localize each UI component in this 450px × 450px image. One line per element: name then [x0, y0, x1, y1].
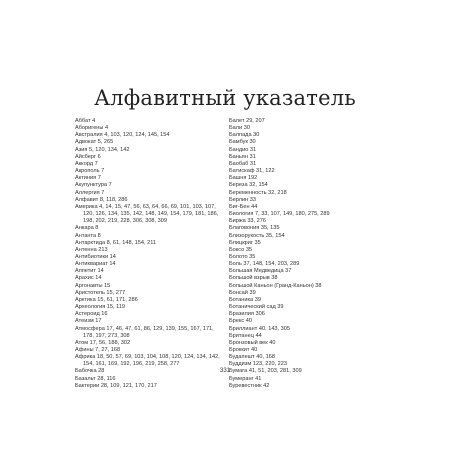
index-entry: Акрополь 7 — [75, 168, 105, 175]
index-entry: Адвокат 5, 265 — [75, 139, 114, 146]
index-entry: Антиквариат 14 — [75, 261, 116, 268]
index-entry: Буревестник 42 — [229, 382, 270, 389]
index-entry: Аппетит 14 — [75, 268, 104, 275]
index-entry: Британец 44 — [229, 332, 262, 339]
index-entry: Башня 192 — [229, 175, 258, 182]
index-entry: Брекс 40 — [229, 318, 252, 325]
index-entry: Бабочка 28 — [75, 368, 105, 375]
index-entry: Благовония 35, 135 — [229, 225, 280, 232]
index-entry: Бали 30 — [229, 125, 250, 132]
index-entry: Азия 5, 120, 134, 142 — [75, 146, 130, 153]
index-entry: Берлин 33 — [229, 196, 256, 203]
index-entry: Бумеранг 41 — [229, 375, 262, 382]
index-entry: Атом 17, 56, 188, 302 — [75, 339, 131, 346]
index-entry: Большой взрыв 38 — [229, 275, 278, 282]
index-entry: Большой Каньон (Гранд-Каньон) 38 — [229, 282, 322, 289]
index-entry: Биология 7, 33, 107, 149, 180, 275, 289 — [229, 211, 330, 218]
index-entry: Бронзовый век 40 — [229, 339, 276, 346]
index-entry: Астероид 16 — [75, 311, 108, 318]
index-entry: Антенна 213 — [75, 246, 108, 253]
index-entry: Болото 35 — [229, 253, 256, 260]
index-entry: Аллергия 7 — [75, 189, 105, 196]
index-entry: Бактерии 28, 109, 121, 170, 217 — [75, 382, 157, 389]
index-entry: Береза 32, 154 — [229, 182, 268, 189]
index-column-left — [75, 118, 225, 390]
index-entry: Аккорд 7 — [75, 160, 98, 167]
index-entry: Афины 7, 27, 168 — [75, 347, 121, 353]
index-entry: Арктика 15, 61, 171, 286 — [75, 296, 138, 303]
index-entry: Батискаф 31, 122 — [229, 168, 275, 175]
index-entry: Бонсай 39 — [229, 289, 256, 296]
index-entry: Бамбук 30 — [229, 139, 256, 146]
index-entry: Актиния 7 — [75, 175, 101, 182]
index-entry: Большая Медведица 37 — [229, 268, 292, 275]
index-entry: Аббат 4 — [75, 118, 96, 124]
index-entry: Аборигены 4 — [75, 125, 109, 132]
index-entry: Ботаника 39 — [229, 296, 261, 303]
index-entry: Антарктида 8, 61, 148, 154, 211 — [75, 239, 157, 246]
index-entry: Анкара 8 — [75, 225, 99, 232]
index-entry: Беременность 32, 218 — [229, 189, 287, 196]
index-entry: Боль 37, 148, 154, 203, 289 — [229, 261, 300, 268]
index-entry: Баньян 31 — [229, 153, 256, 160]
index-entry: Арахис 14 — [75, 275, 102, 282]
index-entry: Археология 15, 119 — [75, 304, 126, 311]
index-entry: Атмосфера 17, 46, 47, 61, 86, 129, 139, 155, 167, 171, 178, 197, 273, 308 — [75, 325, 214, 339]
index-entry: Бриллиант 40, 143, 305 — [229, 325, 290, 332]
index-entry: Аргонавты 15 — [75, 282, 111, 289]
index-entry: Антибиотики 14 — [75, 253, 116, 260]
index-entry: Балпада 30 — [229, 132, 260, 139]
index-entry: Айсберг 6 — [75, 153, 101, 160]
index-entry: Боксо 35 — [229, 246, 253, 253]
index-column-right — [229, 118, 379, 390]
index-entry: Африка 18, 50, 57, 69, 103, 104, 108, 120, 124, 134, 142, 154, 161, 169, 192, 196, 219, 258, 277 — [75, 354, 220, 368]
index-entry: Алфавит 8, 118, 286 — [75, 196, 128, 203]
index-entry: Антанта 8 — [75, 232, 101, 239]
index-entry: Бандио 31 — [229, 146, 257, 153]
index-entry: Блицкриг 35 — [229, 239, 261, 246]
index-entry: Баобаб 31 — [229, 160, 257, 167]
index-entry: Америка 4, 14, 15, 47, 56, 63, 64, 66, 69, 101, 103, 107, 120, 126, 134, 135, 142, 148, 149, 154, 179, 181, 186, 198, 202, 219, 228, 306, 308, 309 — [75, 203, 219, 225]
index-entry: Буддизм 123, 220, 223 — [229, 361, 287, 368]
index-entry: Базальт 28, 116 — [75, 375, 116, 382]
index-entry: Бумага 41, 51, 203, 281, 309 — [229, 368, 302, 375]
index-entry: Будапешт 40, 168 — [229, 354, 275, 361]
index-entry: Балет 29, 207 — [229, 118, 265, 124]
page-number: 331 — [219, 368, 230, 374]
index-entry: Броккит 40 — [229, 347, 258, 353]
index-entry: Акупунктура 7 — [75, 182, 112, 189]
index-entry: Бразилия 306 — [229, 311, 265, 318]
index-entry: Близорукость 35, 154 — [229, 232, 285, 239]
index-entry: Атеизм 17 — [75, 318, 102, 325]
index-entry: Ботанический сад 39 — [229, 304, 284, 311]
index-entry: Биг-Бен 44 — [229, 203, 258, 210]
index-entry: Биржа 33, 276 — [229, 218, 266, 225]
page-title: Алфавитный указатель — [94, 86, 356, 110]
index-entry: Австралия 4, 103, 120, 124, 145, 154 — [75, 132, 170, 139]
index-entry: Аристотель 15, 277 — [75, 289, 126, 296]
